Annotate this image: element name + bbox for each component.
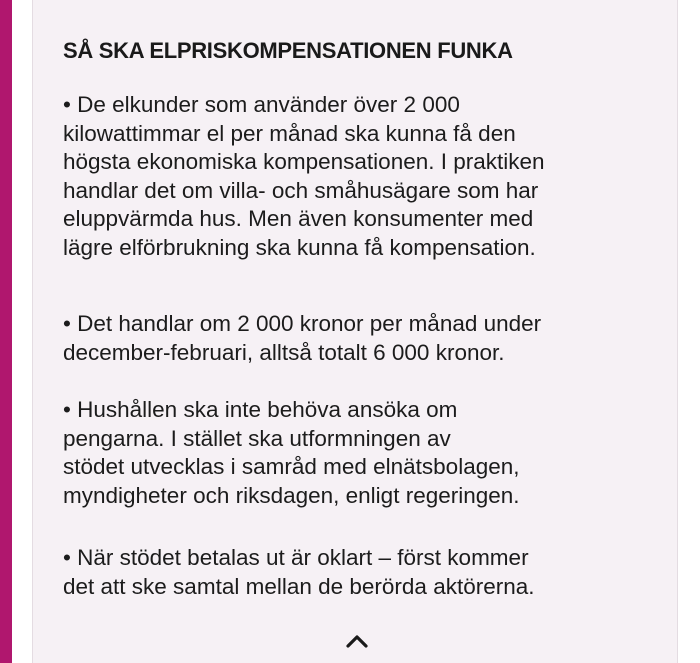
bullet-1-line: lägre elförbrukning ska kunna få kompensation. (63, 234, 536, 260)
bullet-3-line: stödet utvecklas i samråd med elnätsbolagen, (63, 454, 520, 480)
bullet-1 (63, 91, 669, 263)
bullet-1-line: • De elkunder som använder över 2 000 (63, 92, 460, 117)
bullet-3-line: pengarna. I stället ska utformningen av (63, 425, 451, 451)
bullet-2 (63, 310, 669, 367)
accent-bar (0, 0, 12, 663)
bullet-4-line: det att ske samtal mellan de berörda aktörerna. (63, 573, 535, 599)
chevron-up-icon (339, 627, 375, 655)
bullet-2-line: december-februari, alltså totalt 6 000 kronor. (63, 339, 505, 365)
bullet-2-line: • Det handlar om 2 000 kronor per månad under (63, 311, 542, 336)
bullet-1-line: eluppvärmda hus. Men även konsumenter med (63, 206, 534, 232)
bullet-1-line: högsta ekonomiska kompensationen. I praktiken (63, 149, 545, 175)
collapse-button[interactable] (339, 627, 375, 655)
bullet-4-line: • När stödet betalas ut är oklart – först kommer (63, 545, 529, 570)
bullet-4 (63, 544, 669, 601)
factbox (32, 0, 678, 663)
bullet-3 (63, 396, 669, 510)
bullet-1-line: handlar det om villa- och småhusägare som har (63, 177, 539, 203)
bullet-1-line: kilowattimmar el per månad ska kunna få den (63, 120, 516, 146)
factbox-title: SÅ SKA ELPRISKOMPENSATIONEN FUNKA (63, 38, 513, 63)
bullet-3-line: • Hushållen ska inte behöva ansöka om (63, 397, 458, 422)
bullet-3-line: myndigheter och riksdagen, enligt regeringen. (63, 482, 520, 508)
